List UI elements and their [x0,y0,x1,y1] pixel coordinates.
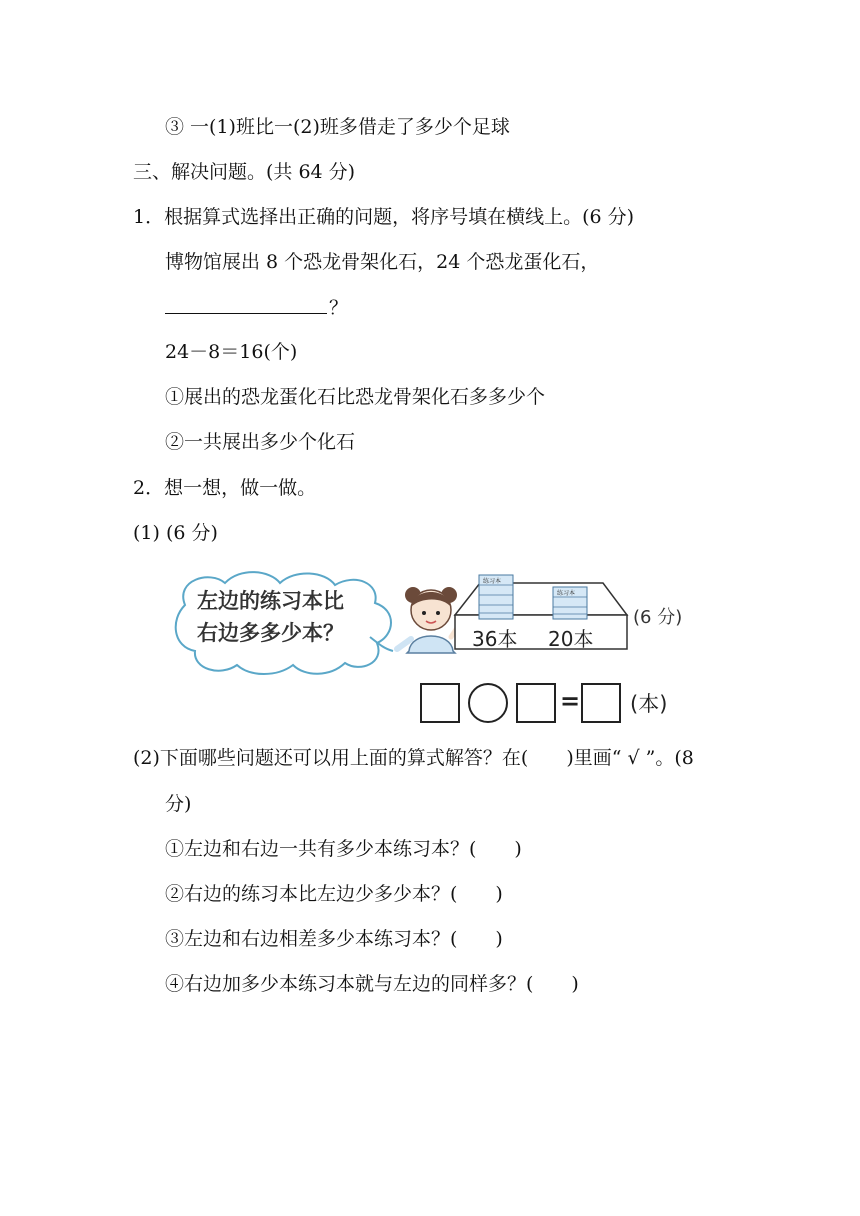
problem-1-title: 1．根据算式选择出正确的问题，将序号填在横线上。(6 分) [133,206,635,228]
problem-1-answer-line [165,295,348,320]
left-count-label: 36本 [472,627,518,651]
equals-sign: = [560,687,581,715]
equation-box-result[interactable] [581,683,621,723]
bubble-line-1: 左边的练习本比 [197,589,344,613]
girl-figure [397,587,463,653]
equation-box-1[interactable] [420,683,460,723]
section-3-title: 三、解决问题。(共 64 分) [133,161,356,183]
left-book-cover-label: 练习本 [483,578,502,585]
operator-circle[interactable] [468,683,508,723]
answer-blank[interactable] [165,295,327,314]
problem-2-title: 2．想一想，做一做。 [133,477,317,499]
problem-1-context: 博物馆展出 8 个恐龙骨架化石，24 个恐龙蛋化石， [165,251,600,273]
right-count-label: 20本 [548,627,594,651]
problem-2-sub-2-line-2: 分) [165,793,192,815]
problem-1-equation: 24－8＝16(个) [165,341,298,363]
problem-2-sub-1: (1) (6 分) [133,522,218,544]
problem-2-option-4: ④右边加多少本练习本就与左边的同样多？( ) [165,973,579,995]
illustration [165,565,705,730]
problem-2-option-3: ③左边和右边相差多少本练习本？( ) [165,928,503,950]
equation-box-2[interactable] [516,683,556,723]
equation-unit: (本) [630,692,668,716]
problem-2-option-2: ②右边的练习本比左边少多少本？( ) [165,883,503,905]
problem-2-sub-2-line-1: (2)下面哪些问题还可以用上面的算式解答？在( )里画“ √ ”。(8 [133,747,694,769]
problem-1-option-1: ①展出的恐龙蛋化石比恐龙骨架化石多多少个 [165,386,546,408]
answer-blank-suffix: ？ [329,297,349,319]
q3-option: ③ 一(1)班比一(2)班多借走了多少个足球 [165,116,510,138]
right-book-cover-label: 练习本 [557,590,576,597]
problem-1-option-2: ②一共展出多少个化石 [165,431,356,453]
problem-2-option-1: ①左边和右边一共有多少本练习本？( ) [165,838,522,860]
bubble-line-2: 右边多多少本？ [197,621,344,645]
figure-score: (6 分) [633,607,683,628]
